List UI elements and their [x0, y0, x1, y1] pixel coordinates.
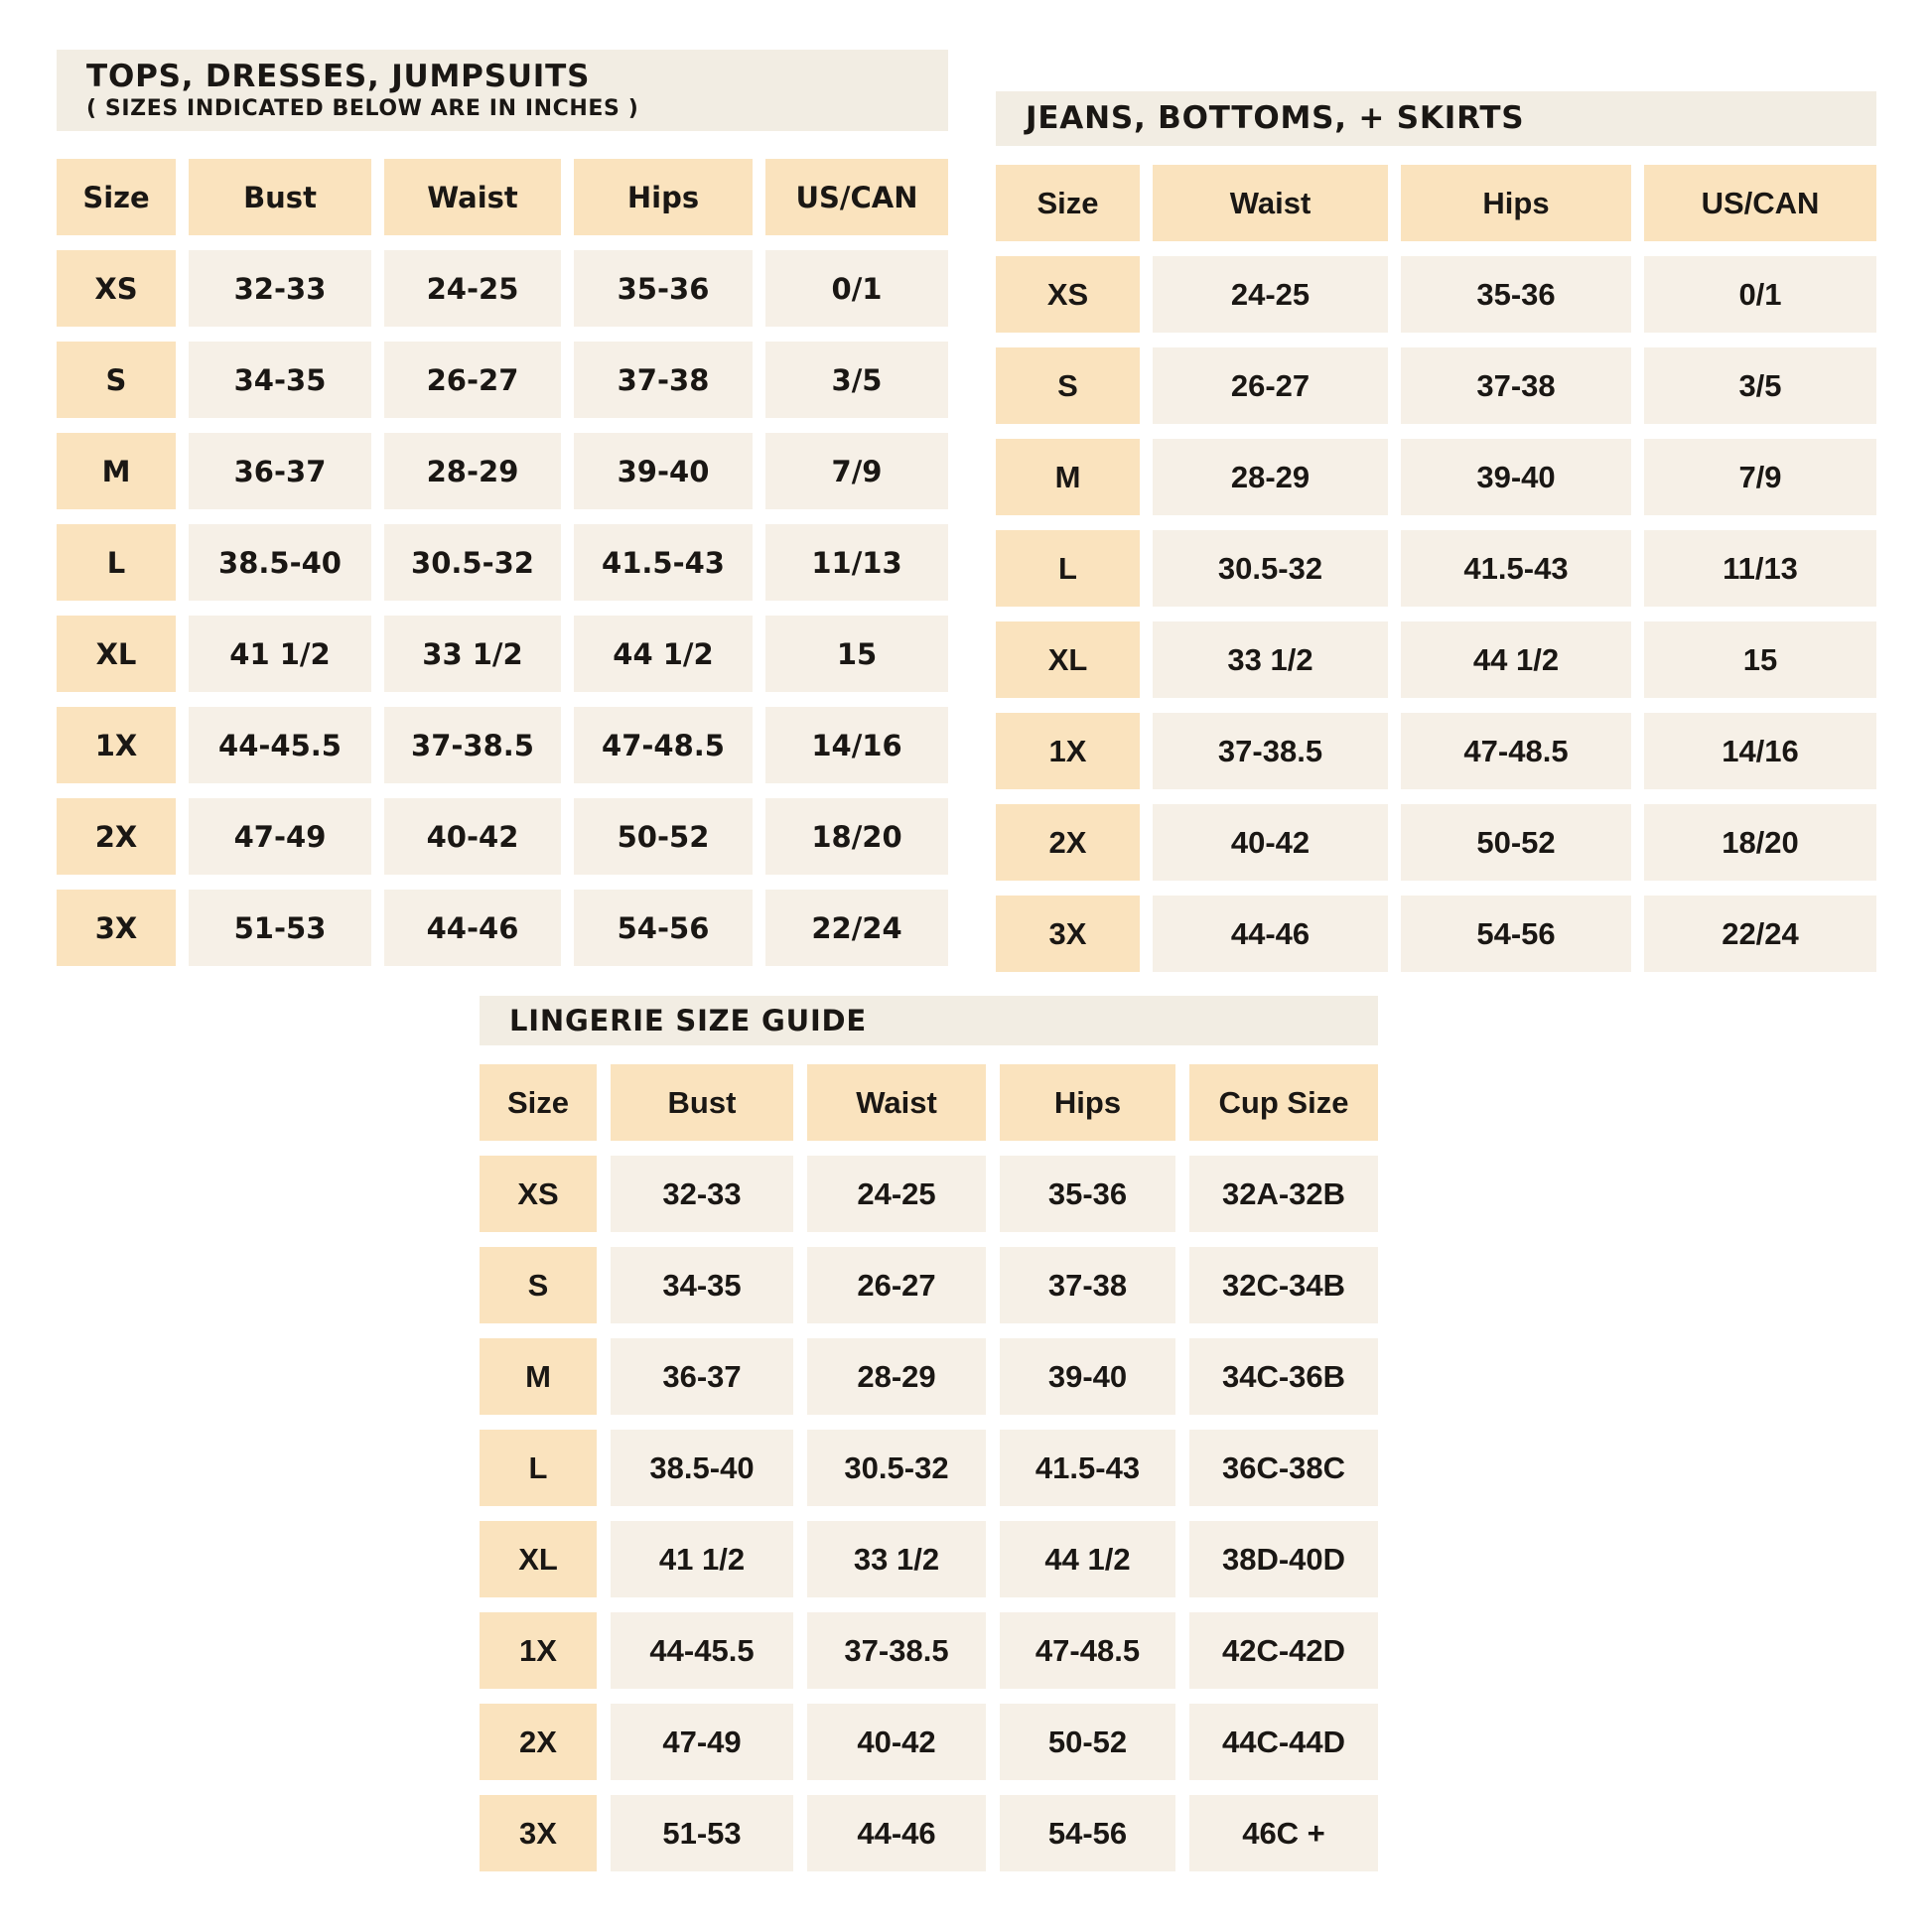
measurement-cell: 32A-32B [1189, 1156, 1378, 1232]
size-label-cell: S [480, 1247, 597, 1323]
measurement-cell: 54-56 [1401, 896, 1631, 972]
size-label-cell: XS [480, 1156, 597, 1232]
measurement-cell: 18/20 [765, 798, 948, 875]
measurement-cell: 40-42 [1153, 804, 1388, 881]
table-title: LINGERIE SIZE GUIDE [509, 1003, 868, 1037]
column-header-cell: US/CAN [765, 159, 948, 235]
column-header-cell: Waist [807, 1064, 986, 1141]
size-grid-jeans [996, 165, 1876, 972]
measurement-cell: 36C-38C [1189, 1430, 1378, 1506]
measurement-cell: 37-38 [574, 342, 753, 418]
column-header-cell: Hips [574, 159, 753, 235]
size-label-cell: XL [480, 1521, 597, 1597]
measurement-cell: 41 1/2 [189, 616, 371, 692]
size-label-cell: L [57, 524, 176, 601]
measurement-cell: 15 [1644, 621, 1876, 698]
measurement-cell: 47-48.5 [574, 707, 753, 783]
column-header-cell: US/CAN [1644, 165, 1876, 241]
measurement-cell: 54-56 [1000, 1795, 1175, 1871]
size-grid-tops [57, 159, 948, 966]
size-label-cell: 1X [480, 1612, 597, 1689]
measurement-cell: 41 1/2 [611, 1521, 793, 1597]
measurement-cell: 46C + [1189, 1795, 1378, 1871]
measurement-cell: 47-49 [189, 798, 371, 875]
measurement-cell: 39-40 [1401, 439, 1631, 515]
measurement-cell: 50-52 [1401, 804, 1631, 881]
measurement-cell: 11/13 [765, 524, 948, 601]
size-label-cell: XS [996, 256, 1140, 333]
measurement-cell: 40-42 [807, 1704, 986, 1780]
measurement-cell: 38D-40D [1189, 1521, 1378, 1597]
column-header-cell: Waist [384, 159, 561, 235]
measurement-cell: 39-40 [1000, 1338, 1175, 1415]
measurement-cell: 37-38.5 [807, 1612, 986, 1689]
measurement-cell: 3/5 [1644, 347, 1876, 424]
measurement-cell: 41.5-43 [574, 524, 753, 601]
measurement-cell: 37-38 [1000, 1247, 1175, 1323]
column-header-cell: Size [480, 1064, 597, 1141]
measurement-cell: 54-56 [574, 890, 753, 966]
measurement-cell: 41.5-43 [1401, 530, 1631, 607]
measurement-cell: 37-38.5 [384, 707, 561, 783]
measurement-cell: 37-38.5 [1153, 713, 1388, 789]
column-header-cell: Size [57, 159, 176, 235]
size-table-jeans-bottoms-skirts [996, 91, 1876, 972]
measurement-cell: 44 1/2 [574, 616, 753, 692]
measurement-cell: 0/1 [765, 250, 948, 327]
measurement-cell: 30.5-32 [1153, 530, 1388, 607]
size-label-cell: XL [996, 621, 1140, 698]
measurement-cell: 33 1/2 [807, 1521, 986, 1597]
measurement-cell: 24-25 [1153, 256, 1388, 333]
measurement-cell: 28-29 [807, 1338, 986, 1415]
measurement-cell: 35-36 [1401, 256, 1631, 333]
measurement-cell: 22/24 [1644, 896, 1876, 972]
measurement-cell: 47-49 [611, 1704, 793, 1780]
measurement-cell: 40-42 [384, 798, 561, 875]
measurement-cell: 0/1 [1644, 256, 1876, 333]
table-title-bar [57, 50, 948, 131]
size-label-cell: 1X [996, 713, 1140, 789]
measurement-cell: 44 1/2 [1000, 1521, 1175, 1597]
measurement-cell: 26-27 [807, 1247, 986, 1323]
column-header-cell: Size [996, 165, 1140, 241]
size-label-cell: M [996, 439, 1140, 515]
measurement-cell: 36-37 [189, 433, 371, 509]
size-label-cell: 2X [57, 798, 176, 875]
size-label-cell: L [996, 530, 1140, 607]
table-title-bar [480, 996, 1378, 1045]
measurement-cell: 44-45.5 [189, 707, 371, 783]
column-header-cell: Cup Size [1189, 1064, 1378, 1141]
measurement-cell: 30.5-32 [384, 524, 561, 601]
table-title: TOPS, DRESSES, JUMPSUITS [86, 58, 591, 94]
measurement-cell: 50-52 [574, 798, 753, 875]
size-label-cell: 2X [480, 1704, 597, 1780]
measurement-cell: 35-36 [1000, 1156, 1175, 1232]
measurement-cell: 41.5-43 [1000, 1430, 1175, 1506]
measurement-cell: 33 1/2 [1153, 621, 1388, 698]
size-table-lingerie [480, 996, 1378, 1871]
measurement-cell: 28-29 [384, 433, 561, 509]
measurement-cell: 51-53 [611, 1795, 793, 1871]
measurement-cell: 47-48.5 [1401, 713, 1631, 789]
measurement-cell: 44 1/2 [1401, 621, 1631, 698]
size-label-cell: S [996, 347, 1140, 424]
measurement-cell: 30.5-32 [807, 1430, 986, 1506]
measurement-cell: 38.5-40 [189, 524, 371, 601]
table-subtitle: ( SIZES INDICATED BELOW ARE IN INCHES ) [86, 95, 639, 121]
measurement-cell: 26-27 [384, 342, 561, 418]
measurement-cell: 39-40 [574, 433, 753, 509]
size-label-cell: M [57, 433, 176, 509]
measurement-cell: 34-35 [611, 1247, 793, 1323]
measurement-cell: 7/9 [765, 433, 948, 509]
size-label-cell: 3X [480, 1795, 597, 1871]
measurement-cell: 32-33 [189, 250, 371, 327]
measurement-cell: 44C-44D [1189, 1704, 1378, 1780]
measurement-cell: 34-35 [189, 342, 371, 418]
size-label-cell: 2X [996, 804, 1140, 881]
measurement-cell: 14/16 [1644, 713, 1876, 789]
measurement-cell: 3/5 [765, 342, 948, 418]
table-title-bar [996, 91, 1876, 146]
measurement-cell: 24-25 [384, 250, 561, 327]
measurement-cell: 44-46 [384, 890, 561, 966]
column-header-cell: Bust [189, 159, 371, 235]
measurement-cell: 38.5-40 [611, 1430, 793, 1506]
size-label-cell: 3X [57, 890, 176, 966]
size-label-cell: L [480, 1430, 597, 1506]
measurement-cell: 24-25 [807, 1156, 986, 1232]
measurement-cell: 37-38 [1401, 347, 1631, 424]
measurement-cell: 34C-36B [1189, 1338, 1378, 1415]
measurement-cell: 14/16 [765, 707, 948, 783]
measurement-cell: 32-33 [611, 1156, 793, 1232]
measurement-cell: 47-48.5 [1000, 1612, 1175, 1689]
measurement-cell: 44-46 [807, 1795, 986, 1871]
measurement-cell: 33 1/2 [384, 616, 561, 692]
size-label-cell: XL [57, 616, 176, 692]
measurement-cell: 28-29 [1153, 439, 1388, 515]
measurement-cell: 26-27 [1153, 347, 1388, 424]
column-header-cell: Waist [1153, 165, 1388, 241]
measurement-cell: 44-45.5 [611, 1612, 793, 1689]
measurement-cell: 35-36 [574, 250, 753, 327]
size-label-cell: 1X [57, 707, 176, 783]
size-label-cell: XS [57, 250, 176, 327]
measurement-cell: 50-52 [1000, 1704, 1175, 1780]
size-label-cell: 3X [996, 896, 1140, 972]
measurement-cell: 7/9 [1644, 439, 1876, 515]
column-header-cell: Hips [1000, 1064, 1175, 1141]
measurement-cell: 11/13 [1644, 530, 1876, 607]
measurement-cell: 36-37 [611, 1338, 793, 1415]
measurement-cell: 32C-34B [1189, 1247, 1378, 1323]
size-table-tops-dresses-jumpsuits [57, 50, 948, 966]
size-label-cell: M [480, 1338, 597, 1415]
column-header-cell: Bust [611, 1064, 793, 1141]
measurement-cell: 18/20 [1644, 804, 1876, 881]
measurement-cell: 44-46 [1153, 896, 1388, 972]
measurement-cell: 42C-42D [1189, 1612, 1378, 1689]
measurement-cell: 15 [765, 616, 948, 692]
size-grid-lingerie [480, 1064, 1378, 1871]
size-label-cell: S [57, 342, 176, 418]
measurement-cell: 22/24 [765, 890, 948, 966]
measurement-cell: 51-53 [189, 890, 371, 966]
column-header-cell: Hips [1401, 165, 1631, 241]
table-title: JEANS, BOTTOMS, + SKIRTS [1026, 100, 1525, 137]
